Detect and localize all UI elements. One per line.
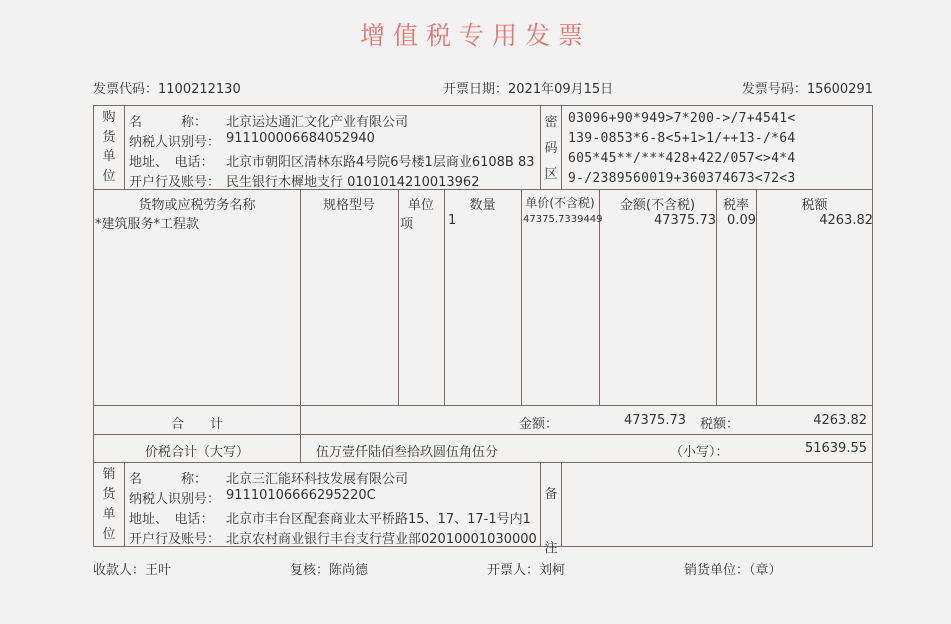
totals-tax-label: 税额： [700,417,740,432]
footer-payee [93,559,171,578]
footer-seller-stamp: 销货单位：（章） [684,563,782,578]
divider-col-spec [300,189,301,462]
invoice-code-label: 发票代码： [93,82,159,97]
seller-name: 北京三汇能环科技发展有限公司 [226,472,409,487]
invoice-code [93,78,241,97]
cipher-line: 03096+90*949>7*200->/7+4541< [568,111,796,126]
divider-seller-side [124,462,125,547]
seller-name-label: 名 称： [129,472,208,487]
col-header-amount: 金额(不含税) [619,198,696,213]
item-tax: 4263.82 [819,213,873,228]
grand-total-label: 价税合计（大写） [144,445,249,460]
invoice-title: 增值税专用发票 [359,21,591,50]
item-name: *建筑服务*工程款 [95,217,200,232]
buyer-side-label: 购 货 单 位 [102,110,116,184]
item-qty: 1 [448,213,457,228]
divider-col-price [521,189,522,405]
buyer-name: 北京运达通汇文化产业有限公司 [226,115,409,130]
buyer-name-label: 名 称： [129,115,208,130]
item-rate: 0.09 [727,213,756,228]
invoice-date-value: 2021年09月15日 [508,82,614,97]
seller-address-label: 地址、 电话： [129,512,214,527]
col-header-unit: 单位 [407,198,434,213]
divider-col-unit [398,189,399,405]
divider-col-qty [444,189,445,405]
seller-bank: 北京农村商业银行丰台支行营业部02010001030000 [226,532,537,547]
col-header-tax: 税额 [801,198,828,213]
col-header-price: 单价(不含税) [525,196,595,210]
reviewer-value: 陈尚德 [329,563,369,578]
totals-label: 合 计 [170,417,223,432]
buyer-address: 北京市朝阳区清林东路4号院6号楼1层商业6108B 83 [226,155,535,170]
invoice-number-label: 发票号码： [741,82,807,97]
footer-reviewer [290,559,368,578]
col-header-name: 货物或应税劳务名称 [138,198,256,213]
payee-value: 王叶 [145,563,172,578]
buyer-bank-label: 开户行及账号： [129,175,221,190]
grand-total-value: 51639.55 [804,441,867,456]
seller-address: 北京市丰台区配套商业太平桥路15、17、17-1号内1 [226,512,531,527]
col-header-rate: 税率 [722,198,749,213]
invoice-date-label: 开票日期： [443,82,509,97]
issuer-value: 刘柯 [539,563,566,578]
cipher-side-label: 密 码 区 [544,115,558,182]
cipher-line: 9-/2389560019+360374673<72<3 [568,171,796,186]
payee-label: 收款人： [93,563,146,578]
reviewer-label: 复核： [290,563,330,578]
invoice-date [443,78,613,97]
grand-total-small-label: （小写）： [670,445,729,460]
invoice-code-value: 1100212130 [158,82,241,97]
invoice-number-value: 15600291 [806,82,873,97]
item-unit: 项 [400,217,414,232]
seller-bank-label: 开户行及账号： [129,532,221,547]
divider-grandtotal-bottom [93,462,873,463]
totals-amount: 47375.73 [623,413,686,428]
divider-buyer-side [124,105,125,189]
col-header-spec: 规格型号 [322,198,375,213]
invoice-number [742,78,873,97]
buyer-bank: 民生银行木樨地支行 0101014210013962 [226,175,480,190]
buyer-tax-id: 911100006684052940 [226,131,375,146]
totals-tax: 4263.82 [813,413,867,428]
seller-side-label: 销 货 单 位 [102,467,116,542]
seller-tax-id: 91110106666295220C [226,488,376,503]
remarks-side-label: 备 注 [544,487,558,556]
buyer-tax-id-label: 纳税人识别号： [129,135,221,150]
cipher-line: 605*45**/***428+422/057<>4*4 [568,151,796,166]
divider-items-bottom [93,405,873,406]
col-header-qty: 数量 [469,198,496,213]
issuer-label: 开票人： [487,563,540,578]
footer-issuer [487,559,565,578]
grand-total-words: 伍万壹仟陆佰叁拾玖圆伍角伍分 [316,445,499,460]
divider-totals-bottom [93,434,873,435]
item-price: 47375.7339449 [523,214,603,225]
totals-amount-label: 金额： [519,417,559,432]
seller-tax-id-label: 纳税人识别号： [129,492,221,507]
buyer-address-label: 地址、 电话： [129,155,214,170]
cipher-line: 139-0853*6-8<5+1>1/++13-/*64 [568,131,796,146]
item-amount: 47375.73 [653,213,716,228]
